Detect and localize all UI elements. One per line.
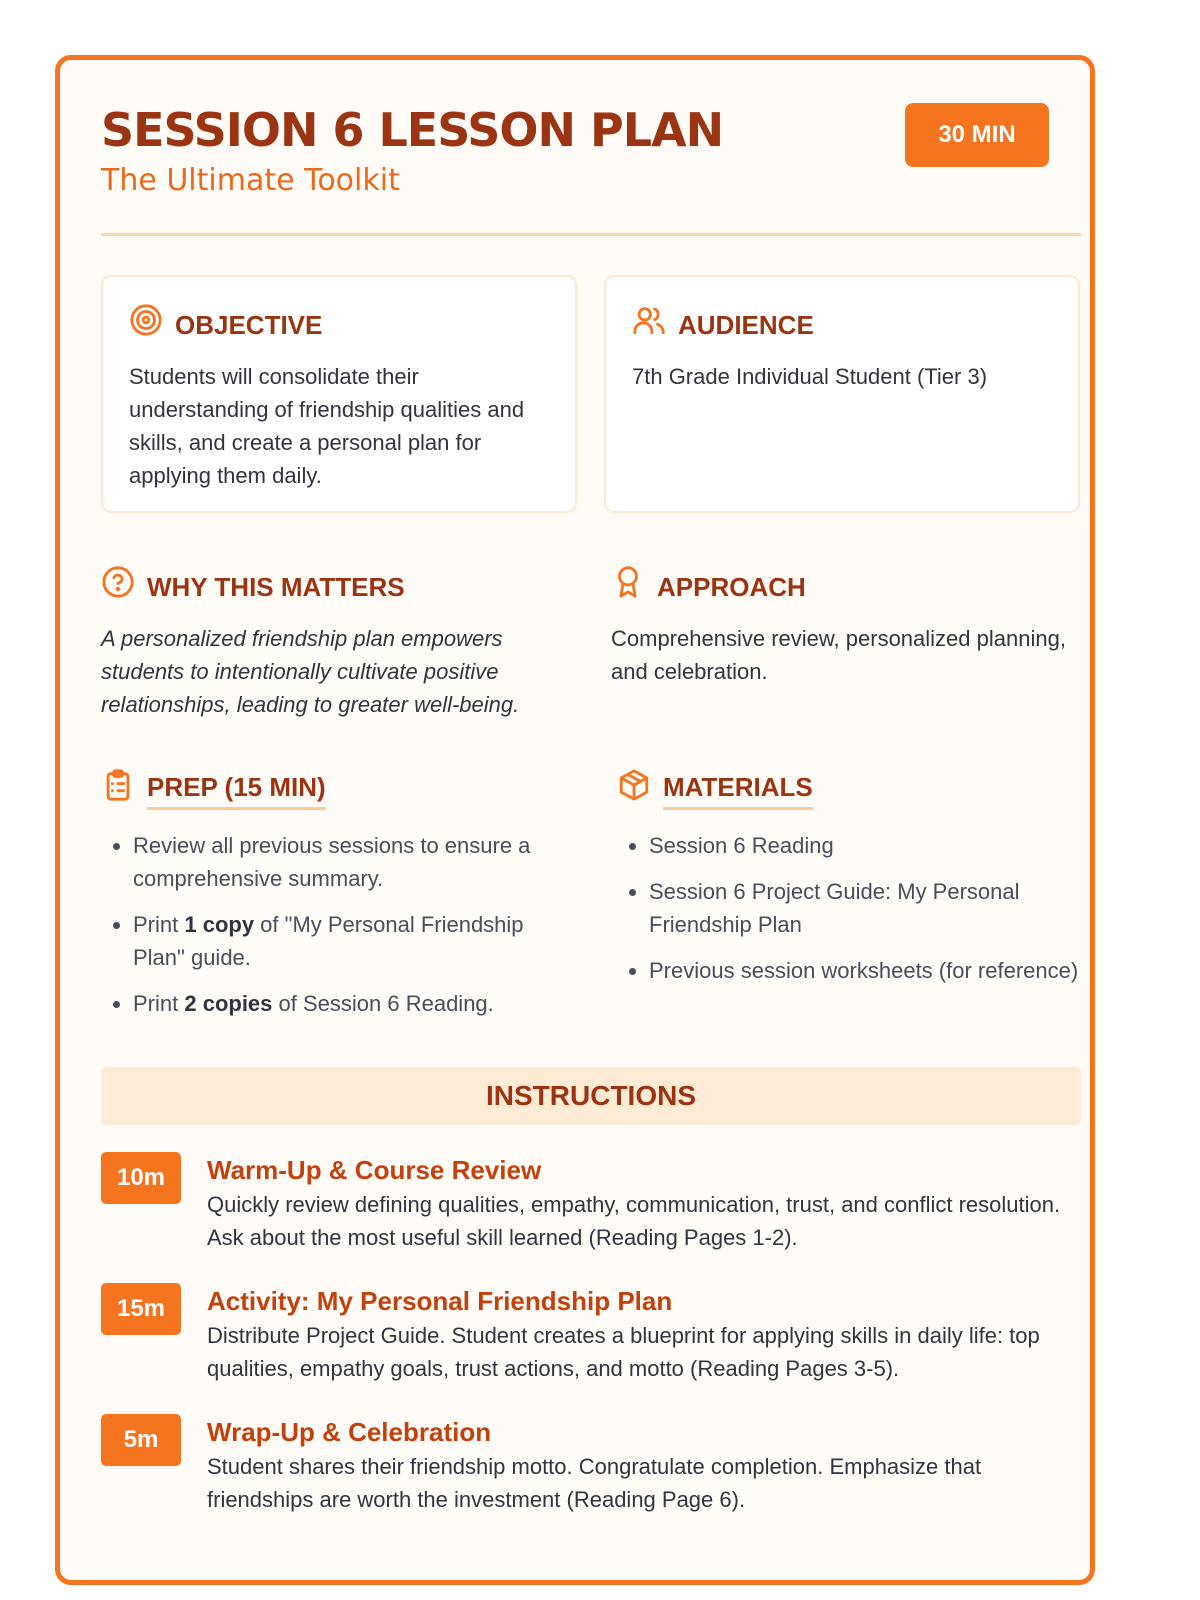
audience-heading bbox=[632, 303, 1052, 346]
materials-heading-label: MATERIALS bbox=[663, 769, 813, 810]
why-text: A personalized friendship plan empowers students to intentionally cultivate positive relationships, leading to greater well-being. bbox=[101, 626, 520, 717]
list-item: • Session 6 Project Guide: My Personal Friendship Plan bbox=[649, 875, 1093, 941]
step-title: Activity: My Personal Friendship Plan bbox=[207, 1286, 673, 1316]
audience-box bbox=[604, 275, 1080, 513]
list-item: • Print 1 copy of "My Personal Friendship Plan" guide. bbox=[133, 908, 577, 974]
page-title: SESSION 6 LESSON PLAN bbox=[101, 103, 724, 157]
list-item: • Print 2 copies of Session 6 Reading. bbox=[133, 987, 577, 1020]
step-description: Quickly review defining qualities, empathy, communication, trust, and conflict resolution. Ask about the most useful skill learned (Reading Pages 1-2). bbox=[207, 1192, 1061, 1250]
objective-box bbox=[101, 275, 577, 513]
award-icon bbox=[611, 565, 645, 608]
step-description: Distribute Project Guide. Student creates a blueprint for applying skills in daily life: top qualities, empathy goals, trust actions, and motto (Reading Pages 3-5). bbox=[207, 1323, 1040, 1381]
step-time-badge: 15m bbox=[101, 1283, 181, 1335]
objective-text: Students will consolidate their understanding of friendship qualities and skills, and create a personal plan for applying them daily. bbox=[129, 364, 525, 488]
objective-heading bbox=[129, 303, 549, 346]
approach-section bbox=[611, 565, 1087, 688]
header-divider bbox=[101, 233, 1081, 236]
prep-heading-label: PREP (15 MIN) bbox=[147, 769, 326, 810]
why-section bbox=[101, 565, 577, 721]
instruction-step bbox=[101, 1152, 1081, 1254]
materials-list bbox=[617, 829, 1093, 987]
target-icon bbox=[129, 303, 163, 346]
objective-heading-label: OBJECTIVE bbox=[175, 309, 323, 340]
duration-badge: 30 MIN bbox=[905, 103, 1049, 167]
approach-text: Comprehensive review, personalized planning, and celebration. bbox=[611, 626, 1066, 684]
audience-text: 7th Grade Individual Student (Tier 3) bbox=[632, 364, 988, 389]
package-icon bbox=[617, 768, 651, 811]
audience-heading-label: AUDIENCE bbox=[678, 309, 814, 340]
prep-section bbox=[101, 768, 577, 1033]
step-title: Wrap-Up & Celebration bbox=[207, 1417, 492, 1447]
why-heading bbox=[101, 565, 577, 608]
list-item: • Review all previous sessions to ensure a comprehensive summary. bbox=[133, 829, 577, 895]
page-subtitle: The Ultimate Toolkit bbox=[101, 163, 400, 198]
approach-heading bbox=[611, 565, 1087, 608]
step-time-badge: 5m bbox=[101, 1414, 181, 1466]
list-item: • Session 6 Reading bbox=[649, 829, 1093, 862]
step-title: Warm-Up & Course Review bbox=[207, 1155, 542, 1185]
approach-heading-label: APPROACH bbox=[657, 571, 806, 602]
clipboard-icon bbox=[101, 768, 135, 811]
prep-heading bbox=[101, 768, 577, 811]
instruction-step bbox=[101, 1283, 1081, 1385]
step-description: Student shares their friendship motto. Congratulate completion. Emphasize that friendships are worth the investment (Reading Page 6). bbox=[207, 1454, 982, 1512]
instruction-step bbox=[101, 1414, 1081, 1516]
lesson-plan-card bbox=[55, 55, 1095, 1585]
question-icon bbox=[101, 565, 135, 608]
materials-heading bbox=[617, 768, 1093, 811]
instructions-heading: INSTRUCTIONS bbox=[101, 1067, 1081, 1125]
users-icon bbox=[632, 303, 666, 346]
list-item: • Previous session worksheets (for reference) bbox=[649, 954, 1093, 987]
materials-section bbox=[617, 768, 1093, 1000]
prep-list bbox=[101, 829, 577, 1020]
step-time-badge: 10m bbox=[101, 1152, 181, 1204]
why-heading-label: WHY THIS MATTERS bbox=[147, 571, 405, 602]
